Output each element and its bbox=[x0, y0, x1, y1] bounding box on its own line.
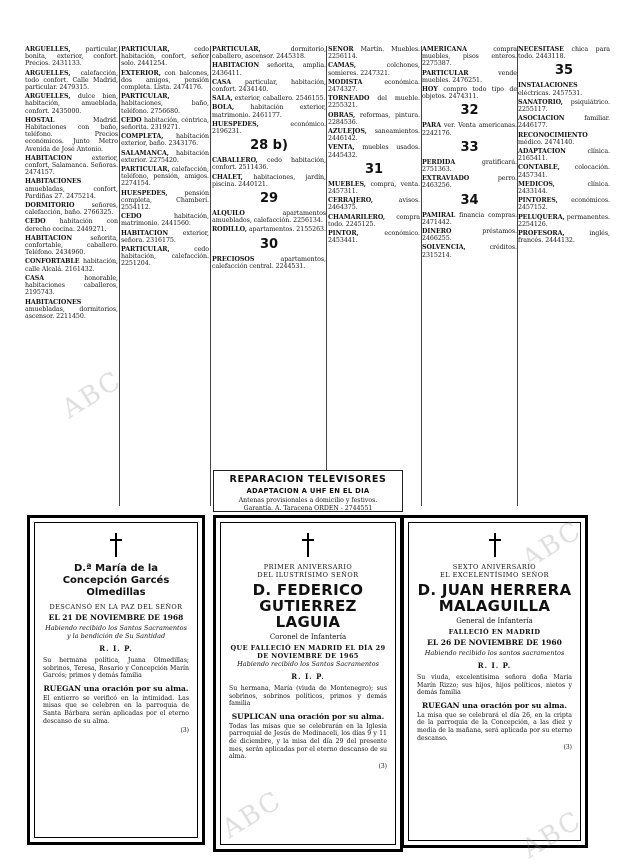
cross-icon bbox=[489, 533, 501, 557]
classified-ad bbox=[422, 70, 517, 84]
obituary-name bbox=[43, 563, 189, 599]
ad-text: honorable, habitaciones caballeros, 2195743. bbox=[25, 274, 118, 297]
classified-ad bbox=[121, 230, 209, 244]
ads-column-2 bbox=[121, 46, 209, 506]
tv-ad-title: REPARACION TELEVISORES bbox=[229, 474, 387, 485]
classified-ad bbox=[328, 128, 420, 142]
ad-headword: VENTA, bbox=[328, 144, 355, 152]
classified-ad bbox=[212, 95, 326, 102]
ad-headword: HABITACION bbox=[212, 62, 260, 70]
ads-column-5 bbox=[422, 46, 517, 506]
ad-headword: HABITACION bbox=[121, 229, 169, 237]
ad-headword: CHALET, bbox=[212, 173, 243, 181]
ad-headword: CONTABLE, bbox=[518, 164, 560, 172]
classified-ad bbox=[328, 95, 420, 109]
ad-text: señores, calefacción, baño. 2766325. bbox=[25, 202, 118, 217]
ad-text: psiquiátrico. 2255117. bbox=[518, 98, 610, 114]
ad-headword: ARGUELLES, bbox=[25, 69, 71, 77]
ad-text: económicos. 2457152. bbox=[518, 197, 610, 212]
ad-text: cedo habitación, calefacción. 2251204. bbox=[121, 246, 209, 268]
mass-notice: El entierro se verificó en la intimidad. Las misas que se celebren en la parroquia de Santa Bárbara serán aplicadas por el eterno descanso de su alma. bbox=[43, 694, 189, 725]
family-text: Su hermana política, Juana Olmedillas; sobrinos, Teresa, Rosario y Concepción Marín Garcés; primos y demás familia bbox=[43, 657, 189, 680]
section-number: 34 bbox=[460, 192, 479, 208]
ad-text: saneamientos. 2446142. bbox=[328, 128, 420, 143]
ad-headword: HABITACIONES bbox=[25, 298, 82, 306]
honorific-label: DEL ILUSTRÍSIMO SEÑOR bbox=[257, 571, 359, 579]
classified-ad bbox=[518, 82, 610, 96]
classified-ad bbox=[25, 299, 118, 321]
sacraments-line: Habiendo recibido los Santos Sacramentos bbox=[237, 660, 379, 668]
classified-ad bbox=[121, 246, 209, 268]
rest-phrase: DESCANSÓ EN LA PAZ DEL SEÑOR bbox=[49, 603, 183, 611]
classified-ad bbox=[518, 148, 610, 162]
ad-headword: CHAMARILERO, bbox=[328, 213, 386, 221]
ad-text: inglés, francés. 2444132. bbox=[518, 230, 610, 245]
ad-headword: PARTICULAR bbox=[422, 69, 469, 77]
ad-headword: SALAMANCA, bbox=[121, 149, 169, 157]
section-number: 30 bbox=[259, 236, 279, 252]
ad-headword: RECONOCIMIENTO bbox=[518, 131, 588, 139]
classified-ad bbox=[518, 115, 610, 129]
ad-text: compra, venta. 2457311. bbox=[328, 180, 420, 196]
classified-ad bbox=[212, 157, 326, 171]
obituary-3 bbox=[401, 515, 588, 848]
deceased-name: D. JUAN HERRERA MALAGUILLA bbox=[417, 581, 572, 615]
ad-headword: PROFESORA, bbox=[518, 230, 565, 238]
death-date: EL 26 DE NOVIEMBRE DE 1960 bbox=[427, 638, 562, 647]
ad-text: clínica. 2165411. bbox=[518, 148, 610, 163]
classified-ad bbox=[422, 86, 517, 100]
classified-ad bbox=[25, 117, 118, 153]
ad-text: exterior, confort, Salamanca. Señoras. 2474157. bbox=[25, 154, 118, 177]
classified-ad bbox=[212, 121, 326, 135]
ad-text: perro. 2463256. bbox=[422, 175, 517, 190]
watermark-logo: ABC bbox=[516, 805, 588, 865]
watermark-logo: ABC bbox=[216, 785, 288, 845]
ad-text: colocación. 2457341. bbox=[518, 164, 610, 179]
ad-headword: CERRAJERO, bbox=[328, 197, 373, 205]
classified-ad bbox=[212, 62, 326, 76]
classified-ad bbox=[328, 230, 420, 244]
classified-ad bbox=[422, 175, 517, 189]
ad-text: vende muebles. 2476251. bbox=[422, 69, 517, 84]
ads-column-1 bbox=[25, 46, 118, 506]
ad-text: pensión completa, Chamberí. 2554112. bbox=[121, 189, 209, 212]
ad-headword: CEDO bbox=[25, 218, 46, 226]
classified-ad bbox=[25, 202, 118, 216]
classified-ad bbox=[422, 159, 517, 173]
ad-headword: CONFORTABLE bbox=[25, 258, 80, 266]
ad-headword: CASA bbox=[212, 78, 232, 86]
ad-text: habitaciones, baño, teléfono. 2756680. bbox=[121, 100, 209, 115]
ad-headword: HUESPEDES, bbox=[121, 189, 168, 197]
classified-ad bbox=[518, 181, 610, 195]
ad-headword: DORMITORIO bbox=[25, 202, 75, 210]
classified-ad bbox=[518, 214, 610, 228]
ad-headword: PINTORES, bbox=[518, 197, 558, 205]
classified-ad bbox=[25, 70, 118, 92]
classified-ad bbox=[25, 235, 118, 257]
ad-headword: HOSTAL bbox=[25, 116, 55, 124]
ad-text: dulce bien, habitación, amueblada, confort. 2435000. bbox=[25, 93, 118, 115]
tv-ad-contact: Garantía. A. Taracena ORDEN - 2744551 bbox=[243, 505, 373, 512]
ad-headword: RODILLO, bbox=[212, 226, 247, 234]
ad-reference: (3) bbox=[563, 744, 572, 752]
name-prefix: D.ª bbox=[73, 563, 92, 574]
tv-ad-subtitle: ADAPTACION A UHF EN EL DIA bbox=[246, 487, 370, 495]
ad-text: exterior, señora. 2316175. bbox=[121, 229, 209, 244]
ad-headword: CEDO bbox=[121, 116, 142, 124]
ad-text: económico. 2453441. bbox=[328, 230, 420, 245]
ad-text: dormitorio, caballero, ascensor. 2445318. bbox=[212, 46, 326, 61]
classified-ad bbox=[422, 46, 517, 68]
ad-text: habitación exterior, baño. 2343176. bbox=[121, 133, 209, 148]
ad-headword: PARTICULAR, bbox=[212, 46, 261, 53]
classified-ad bbox=[328, 197, 420, 211]
ad-reference: (3) bbox=[378, 762, 387, 770]
classified-ad bbox=[121, 93, 209, 115]
classified-ad bbox=[212, 174, 326, 188]
ad-text: particular, bonita, exterior, confort. Precios. 2431133. bbox=[25, 46, 118, 68]
death-date: EL 21 DE NOVIEMBRE DE 1968 bbox=[48, 613, 184, 622]
ad-text: apartamentos. 2155263. bbox=[248, 226, 326, 234]
ad-text: financia compras. 2471442. bbox=[422, 211, 517, 226]
sacraments-line: Habiendo recibido los santos sacramentos bbox=[424, 649, 565, 657]
cross-icon bbox=[302, 533, 314, 557]
ad-text: cedo habitación, confort. 2511436. bbox=[212, 157, 326, 172]
ad-headword: PRECIOSOS bbox=[212, 255, 255, 263]
ad-headword: COMPLETA, bbox=[121, 133, 164, 141]
ad-headword: CABALLERO, bbox=[212, 157, 258, 165]
classified-ad bbox=[121, 150, 209, 164]
ad-headword: ALQUILO bbox=[212, 210, 245, 218]
ad-headword: PINTOR, bbox=[328, 230, 359, 238]
classified-ad bbox=[422, 212, 517, 226]
ad-headword: SEÑOR bbox=[328, 46, 354, 53]
section-number: 29 bbox=[259, 191, 279, 207]
family-text: Su hermana, María (viuda de Montenegro); sus sobrinos, sobrinos políticos, primos y demás familia bbox=[229, 685, 387, 708]
classified-ad bbox=[328, 46, 420, 60]
section-number: 28 b) bbox=[250, 138, 288, 154]
ad-text: compra muebles, pisos enteros. 2275387. bbox=[422, 46, 517, 68]
classified-ad bbox=[25, 93, 118, 115]
ad-reference: (3) bbox=[180, 727, 189, 735]
rip-label: R. I. P. bbox=[477, 661, 512, 670]
classified-ad bbox=[328, 144, 420, 158]
ads-column-4 bbox=[328, 46, 420, 506]
ad-text: particular, habitación, confort. 2434140. bbox=[212, 78, 326, 94]
ad-headword: NECESITASE bbox=[518, 46, 564, 53]
death-notice: QUE FALLECIÓ EN MADRID EL DÍA 29 DE NOVIEMBRE DE 1965 bbox=[230, 644, 386, 660]
ad-headword: ASOCIACION bbox=[518, 115, 565, 123]
mass-notice: Todas las misas que se celebrarán en la Iglesia parroquial de Jesús de Medinaceli, los días 9 y 11 de diciembre, y la misa del día 29 del presente mes, serán aplicadas por el eterno descanso de su alma. bbox=[229, 722, 387, 761]
classified-ad bbox=[328, 214, 420, 228]
classified-ad bbox=[212, 226, 326, 233]
ad-headword: OBRAS, bbox=[328, 111, 356, 119]
ads-column-3 bbox=[212, 46, 326, 506]
classified-ad bbox=[212, 210, 326, 224]
classified-ad bbox=[328, 112, 420, 126]
ad-text: Madrid. Habitaciones con baño, teléfono. Precios económicos. Junto Metro Avenida de José Antonio. bbox=[25, 116, 118, 153]
ad-text: gratificará. 2751363. bbox=[422, 158, 517, 174]
ad-text: calefacción, todo confort. Calle Madrid, particular. 2479315. bbox=[25, 69, 118, 92]
ad-text: señorita, confortable, caballero. Teléfono. 2434960. bbox=[25, 234, 118, 257]
classified-ad bbox=[328, 62, 420, 76]
ad-text: señorita, amplia. 2436411. bbox=[212, 62, 326, 77]
mass-notice: La misa que se celebrará el día 26, en la cripta de la parroquia de la Concepción, a las diez y media de la mañana, será aplicada por su eterno descanso. bbox=[417, 711, 572, 742]
ad-headword: PARTICULAR, bbox=[121, 93, 170, 101]
column-divider bbox=[119, 46, 120, 506]
prayer-request: RUEGAN una oración por su alma. bbox=[43, 683, 189, 693]
ad-headword: PERDIDA bbox=[422, 158, 456, 166]
classified-ad bbox=[518, 230, 610, 244]
section-number: 33 bbox=[460, 139, 479, 155]
watermark-logo: ABC bbox=[56, 365, 128, 425]
ad-text: habitación, céntrica, señorita. 2319271. bbox=[121, 116, 209, 132]
classified-ad bbox=[212, 104, 326, 118]
ad-text: Martín. Muebles. 2256114. bbox=[328, 46, 420, 61]
ad-text: apartamentos amueblados, calefacción. 2256134. bbox=[212, 210, 326, 225]
ad-headword: HABITACIONES bbox=[25, 178, 82, 186]
ad-text: permanentes. 2254126. bbox=[518, 213, 610, 228]
ad-headword: ARGUELLES, bbox=[25, 46, 71, 53]
ad-headword: BOLA, bbox=[212, 104, 235, 112]
deceased-name: D. FEDERICO GUTIERREZ LAGUIA bbox=[252, 581, 364, 631]
classified-ad bbox=[25, 275, 118, 297]
ad-text: económica. 2474327. bbox=[328, 78, 420, 94]
ad-text: habitación con derecho cocina. 2449271. bbox=[25, 218, 118, 233]
ad-text: amuebladas, dormitorios, ascensor. 2211450. bbox=[25, 305, 118, 320]
classified-ad bbox=[212, 79, 326, 93]
ads-column-6 bbox=[518, 46, 610, 506]
prayer-request: SUPLICAN una oración por su alma. bbox=[231, 711, 385, 721]
ad-headword: AZULEJOS, bbox=[328, 128, 367, 136]
ad-headword: PARA bbox=[422, 122, 442, 130]
classified-ad bbox=[518, 46, 610, 60]
classified-ad bbox=[422, 122, 517, 136]
rip-label: R. I. P. bbox=[99, 644, 133, 653]
ad-headword: DINERO bbox=[422, 228, 452, 236]
ad-text: habitación exterior. 2275420. bbox=[121, 149, 209, 164]
ad-text: créditos. 2315214. bbox=[422, 244, 517, 259]
ad-text: compro todo tipo de objetos. 2474311. bbox=[422, 86, 517, 101]
military-rank: Coronel de Infantería bbox=[269, 633, 347, 641]
ad-headword: HABITACION bbox=[25, 154, 73, 162]
section-number: 35 bbox=[554, 63, 574, 79]
watermark-logo: ABC bbox=[516, 515, 588, 575]
cross-icon bbox=[110, 533, 122, 557]
ad-headword: PELUQUERA, bbox=[518, 213, 565, 221]
classified-ad bbox=[212, 256, 326, 270]
ad-headword: TORNEADO bbox=[328, 95, 370, 103]
prayer-request: RUEGAN una oración por su alma. bbox=[421, 700, 568, 710]
classified-ad bbox=[121, 46, 209, 68]
ad-headword: MUEBLES, bbox=[328, 180, 366, 188]
classified-ad bbox=[518, 132, 610, 146]
classified-ad bbox=[121, 190, 209, 212]
ad-text: exterior, caballero. 2546155. bbox=[234, 95, 326, 103]
anniversary-label: SEXTO ANIVERSARIO bbox=[452, 563, 537, 571]
column-divider bbox=[326, 46, 327, 506]
ad-headword: ARGUELLES, bbox=[25, 93, 71, 101]
death-place: FALLECIÓ EN MADRID bbox=[448, 628, 541, 636]
ad-text: médico. 2474140. bbox=[518, 138, 575, 146]
ad-text: eléctricas. 2457531. bbox=[518, 89, 583, 97]
classified-ad bbox=[422, 228, 517, 242]
classified-ad bbox=[518, 164, 610, 178]
classified-ad bbox=[121, 133, 209, 147]
obituary-1 bbox=[27, 515, 205, 845]
ad-headword: CASA bbox=[25, 274, 45, 282]
ad-text: habitación exterior, matrimonio. 2461177. bbox=[212, 104, 326, 119]
ad-headword: MEDICOS, bbox=[518, 180, 555, 188]
ad-headword: CEDO bbox=[121, 213, 142, 221]
ad-headword: ADAPTACION bbox=[518, 148, 566, 156]
ad-text: económico. 2196231. bbox=[212, 120, 326, 136]
classified-ad bbox=[121, 166, 209, 188]
ad-headword: EXTERIOR, bbox=[121, 69, 161, 77]
deceased-name: María de la Concepción Garcés Olmedillas bbox=[62, 563, 170, 598]
ad-headword: SANATORIO, bbox=[518, 98, 563, 106]
ad-headword: HUESPEDES, bbox=[212, 120, 259, 128]
ad-text: muebles usados. 2445432. bbox=[328, 144, 420, 159]
ad-text: chica para todo. 2443118. bbox=[518, 46, 610, 61]
ad-text: compra todo. 2245125. bbox=[328, 213, 420, 228]
ad-text: amuebladas, confort, Pardiñas 27. 2475214. bbox=[25, 185, 118, 200]
honorific-label: EL EXCELENTÍSIMO SEÑOR bbox=[440, 571, 549, 579]
ad-headword: INSTALACIONES bbox=[518, 82, 578, 90]
ad-text: préstamos. 2466255. bbox=[422, 228, 517, 243]
ad-headword: PARTICULAR, bbox=[121, 246, 170, 254]
family-text: Su viuda, excelentísima señora doña María Marín Rizzo; sus hijos, hijos políticos, nietos y demás familia bbox=[417, 674, 572, 697]
section-number: 32 bbox=[460, 103, 479, 119]
ad-headword: PARTICULAR, bbox=[121, 166, 170, 174]
classified-ad bbox=[328, 181, 420, 195]
ad-text: apartamentos, calefacción central. 2244531. bbox=[212, 255, 326, 270]
rip-label: R. I. P. bbox=[291, 672, 325, 681]
classified-ad bbox=[518, 197, 610, 211]
ad-headword: AMERICANA bbox=[422, 46, 467, 53]
ad-text: con balcones, dos amigos, pensión completa. Lista. 2474176. bbox=[121, 69, 209, 92]
ad-text: ver. Venta americanas. 2242176. bbox=[422, 122, 517, 137]
ad-headword: HOY bbox=[422, 86, 438, 94]
ad-text: colchones, somieres. 2247321. bbox=[328, 62, 420, 77]
classified-ad bbox=[121, 70, 209, 92]
ad-text: calefacción, teléfono, pensión, amigos. 2274154. bbox=[121, 166, 209, 188]
ad-headword: HABITACION bbox=[25, 234, 73, 242]
section-number: 31 bbox=[364, 161, 384, 177]
classified-ad bbox=[121, 117, 209, 131]
ad-headword: EXTRAVIADO bbox=[422, 175, 470, 183]
classified-ad bbox=[422, 244, 517, 258]
ad-headword: SALA, bbox=[212, 95, 233, 103]
ad-headword: MODISTA bbox=[328, 78, 363, 86]
ad-text: cedo habitación, confort, señor solo. 2441254. bbox=[121, 46, 209, 68]
ad-text: clínica. 2433144. bbox=[518, 180, 610, 196]
classified-ad bbox=[25, 258, 118, 272]
ad-text: familiar. 2446177. bbox=[518, 115, 610, 130]
obituary-2 bbox=[213, 515, 403, 852]
tv-repair-ad bbox=[213, 470, 403, 512]
ad-headword: PARTICULAR, bbox=[121, 46, 170, 53]
classified-ad bbox=[328, 79, 420, 93]
ad-headword: SOLVENCIA, bbox=[422, 244, 466, 252]
anniversary-label: PRIMER ANIVERSARIO bbox=[263, 563, 353, 571]
military-rank: General de Infantería bbox=[456, 617, 533, 625]
ad-text: habitaciones, jardín, piscina. 2440121. bbox=[212, 173, 326, 188]
classified-ad bbox=[121, 213, 209, 227]
ad-headword: CAMAS, bbox=[328, 62, 356, 70]
ad-text: habitación, matrimonio. 2441560. bbox=[121, 213, 209, 228]
ad-headword: PAMIRAL bbox=[422, 211, 456, 219]
classified-ad bbox=[25, 218, 118, 232]
classified-ad bbox=[212, 46, 326, 60]
classified-ads-section bbox=[25, 46, 610, 506]
classified-ad bbox=[25, 46, 118, 68]
ad-text: avisos. 2464375. bbox=[328, 197, 420, 212]
ad-text: habitación, calle Alcalá. 2161432. bbox=[25, 258, 118, 273]
ad-text: reformas, pintura. 2284536. bbox=[328, 111, 420, 126]
ad-text: del mueble. 2255321. bbox=[328, 95, 420, 110]
classified-ad bbox=[518, 99, 610, 113]
classified-ad bbox=[25, 155, 118, 177]
classified-ad bbox=[25, 178, 118, 200]
column-divider bbox=[210, 46, 211, 506]
sacraments-line: Habiendo recibido los Santos Sacramentos y la bendición de Su Santidad bbox=[45, 624, 187, 640]
tv-ad-line: Antenas provisionales a domicilio y festivos. bbox=[238, 497, 378, 504]
